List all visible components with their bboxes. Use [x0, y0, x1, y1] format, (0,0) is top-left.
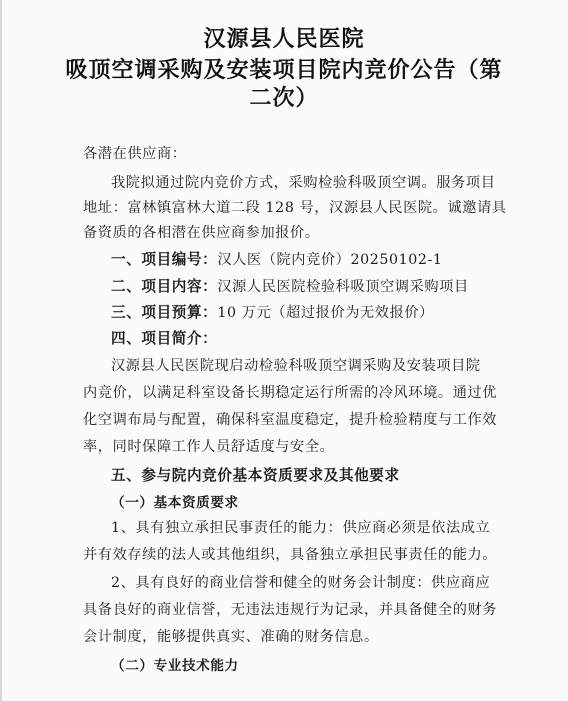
req-1-line-2: 并有效存续的法人或其他组织，具备独立承担民事责任的能力。	[83, 547, 498, 563]
summary-line-2: 内竞价，以满足科室设备长期稳定运行所需的冷风环境。通过优	[83, 385, 498, 401]
item-project-budget	[111, 301, 434, 322]
summary-line-4: 率，同时保障工作人员舒适度与安全。	[83, 439, 335, 455]
section-5-heading: 五、参与院内竞价基本资质要求及其他要求	[111, 467, 400, 484]
item-1-label: 一、项目编号：	[111, 251, 218, 268]
req-1-line-1: 1、具有独立承担民事责任的能力：供应商必须是依法成立	[111, 520, 491, 536]
subsection-2-heading: （二）专业技术能力	[111, 658, 239, 674]
item-1-value: 汉人医（院内竞价）20250102-1	[217, 252, 443, 268]
subsection-1-heading: （一）基本资质要求	[111, 495, 239, 511]
title-project: 吸顶空调采购及安装项目院内竞价公告（第	[65, 58, 503, 83]
title-project-cont: 二次）	[249, 86, 319, 111]
item-project-number	[111, 248, 442, 269]
item-3-value: 10 万元（超过报价为无效报价）	[217, 305, 434, 321]
title-hospital: 汉源县人民医院	[203, 27, 365, 52]
intro-line-1: 我院拟通过院内竞价方式，采购检验科吸顶空调。服务项目	[111, 175, 496, 191]
item-project-summary	[111, 327, 217, 348]
intro-line-2: 地址：富林镇富林大道二段 128 号，汉源县人民医院。诚邀请具	[83, 200, 507, 216]
req-2-line-3: 会计制度，能够提供真实、准确的财务信息。	[83, 629, 379, 645]
item-4-label: 四、项目简介：	[111, 330, 218, 347]
intro-line-3: 备资质的各相潜在供应商参加报价。	[83, 225, 320, 241]
req-2-line-2: 具备良好的商业信誉，无违法违规行为记录，并具备健全的财务	[83, 602, 498, 618]
summary-line-3: 化空调布局与配置，确保科室温度稳定，提升检验精度与工作效	[83, 412, 498, 428]
req-2-line-1: 2、具有良好的商业信誉和健全的财务会计制度：供应商应	[111, 575, 491, 591]
item-2-label: 二、项目内容：	[111, 278, 218, 295]
item-2-value: 汉源人民医院检验科吸顶空调采购项目	[217, 279, 469, 295]
summary-line-1: 汉源县人民医院现启动检验科吸顶空调采购及安装项目院	[111, 358, 481, 374]
greeting: 各潜在供应商：	[83, 146, 187, 162]
item-project-content	[111, 275, 469, 296]
item-3-label: 三、项目预算：	[111, 304, 218, 321]
